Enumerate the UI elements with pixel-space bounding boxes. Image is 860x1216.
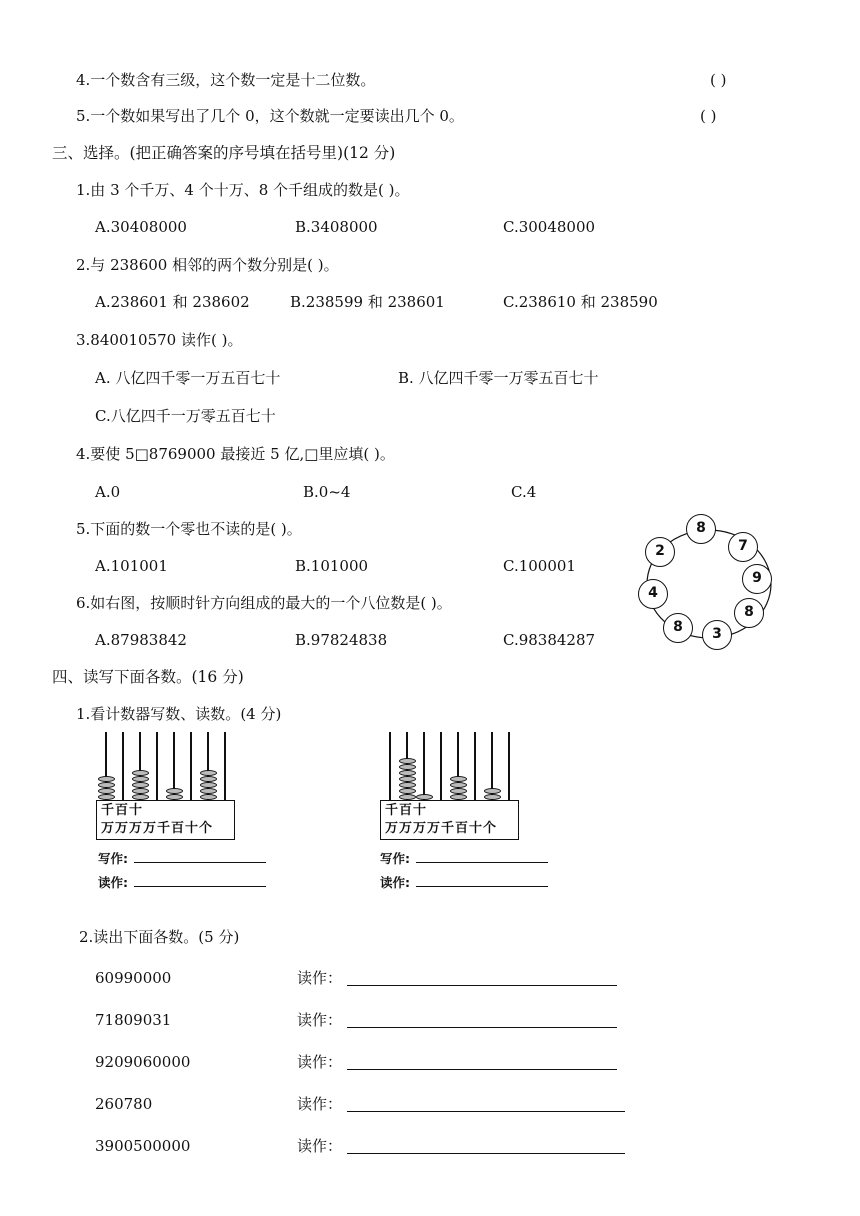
abacus-rod [156, 732, 158, 800]
choice-q5-option-a: A.101001 [95, 557, 168, 575]
circle-digit: 8 [686, 514, 716, 544]
choice-q2-stem: 2.与 238600 相邻的两个数分别是( )。 [76, 256, 339, 274]
abacus-bead [132, 770, 149, 776]
circle-digit: 4 [638, 579, 668, 609]
choice-q3-option-c: C.八亿四千一万零五百七十 [95, 407, 276, 425]
read-answer-blank[interactable] [347, 1111, 625, 1112]
choice-q3-option-a: A. 八亿四千零一万五百七十 [95, 369, 281, 387]
read-number: 3900500000 [95, 1137, 191, 1155]
abacus-bead [132, 776, 149, 782]
read-number: 260780 [95, 1095, 153, 1113]
abacus-bead [484, 794, 501, 800]
choice-q4-stem: 4.要使 5□8769000 最接近 5 亿,□里应填( )。 [76, 445, 395, 463]
abacus-2 [380, 732, 520, 842]
choice-q5-option-c: C.100001 [503, 557, 576, 575]
abacus-bead [98, 794, 115, 800]
read-as-label: 读作： [297, 1095, 343, 1113]
circle-digit: 8 [734, 598, 764, 628]
abacus-bead [399, 764, 416, 770]
abacus-bead [416, 794, 433, 800]
circle-digit: 3 [702, 620, 732, 650]
abacus-bead [399, 782, 416, 788]
choice-q2-option-b: B.238599 和 238601 [290, 293, 445, 311]
choice-q1-option-a: A.30408000 [95, 218, 187, 236]
read-number: 60990000 [95, 969, 172, 987]
choice-q5-stem: 5.下面的数一个零也不读的是( )。 [76, 520, 302, 538]
section-4-title: 四、读写下面各数。(16 分) [52, 668, 244, 686]
judge-q5-answer-paren[interactable]: ( ) [700, 107, 717, 125]
abacus-bead [399, 776, 416, 782]
abacus-rod [122, 732, 124, 800]
choice-q6-option-a: A.87983842 [95, 631, 187, 649]
read-answer-blank[interactable] [347, 1027, 617, 1028]
choice-q3-option-b: B. 八亿四千零一万零五百七十 [398, 369, 599, 387]
choice-q1-stem: 1.由 3 个千万、4 个十万、8 个千组成的数是( )。 [76, 181, 410, 199]
read-answer-blank[interactable] [347, 1069, 617, 1070]
abacus-place-label-bottom: 万万万万千百十个 [385, 821, 498, 836]
abacus-bead [484, 788, 501, 794]
circle-digit: 2 [645, 537, 675, 567]
abacus-bead [200, 782, 217, 788]
read-as-label: 读作： [297, 1137, 343, 1155]
circle-digit: 7 [728, 532, 758, 562]
abacus-1-read-blank[interactable] [134, 886, 266, 887]
read-as-label: 读作： [297, 969, 343, 987]
abacus-place-label-top: 千百十 [101, 803, 144, 818]
abacus-bead [200, 770, 217, 776]
digit-circle-diagram [630, 505, 790, 665]
choice-q4-option-b: B.0~4 [303, 483, 351, 501]
subsection-abacus-title: 1.看计数器写数、读数。(4 分) [76, 705, 282, 723]
abacus-1-write-blank[interactable] [134, 862, 266, 863]
abacus-2-write-blank[interactable] [416, 862, 548, 863]
abacus-2-read-blank[interactable] [416, 886, 548, 887]
choice-q2-option-a: A.238601 和 238602 [95, 293, 250, 311]
abacus-bead [98, 788, 115, 794]
read-number: 71809031 [95, 1011, 172, 1029]
section-3-title: 三、选择。(把正确答案的序号填在括号里)(12 分) [52, 144, 396, 162]
abacus-rod [508, 732, 510, 800]
abacus-place-label-bottom: 万万万万千百十个 [101, 821, 214, 836]
abacus-2-write-label: 写作: [380, 851, 410, 866]
choice-q1-option-b: B.3408000 [295, 218, 378, 236]
choice-q3-stem: 3.840010570 读作( )。 [76, 331, 243, 349]
abacus-bead [98, 782, 115, 788]
judge-q5: 5.一个数如果写出了几个 0，这个数就一定要读出几个 0。 [76, 107, 464, 125]
choice-q6-stem: 6.如右图，按顺时针方向组成的最大的一个八位数是( )。 [76, 594, 452, 612]
choice-q6-option-b: B.97824838 [295, 631, 388, 649]
choice-q1-option-c: C.30048000 [503, 218, 596, 236]
abacus-bead [132, 794, 149, 800]
abacus-bead [200, 788, 217, 794]
read-number: 9209060000 [95, 1053, 191, 1071]
abacus-bead [450, 788, 467, 794]
abacus-bead [200, 794, 217, 800]
abacus-bead [450, 794, 467, 800]
abacus-rod [423, 732, 425, 800]
abacus-rod [440, 732, 442, 800]
abacus-bead [399, 758, 416, 764]
choice-q4-option-c: C.4 [511, 483, 537, 501]
abacus-bead [399, 788, 416, 794]
abacus-rod [224, 732, 226, 800]
choice-q4-option-a: A.0 [95, 483, 121, 501]
abacus-2-read-label: 读作: [380, 875, 410, 890]
read-answer-blank[interactable] [347, 1153, 625, 1154]
read-answer-blank[interactable] [347, 985, 617, 986]
read-as-label: 读作： [297, 1053, 343, 1071]
abacus-bead [399, 770, 416, 776]
abacus-bead [450, 782, 467, 788]
abacus-1-read-label: 读作: [98, 875, 128, 890]
abacus-bead [450, 776, 467, 782]
abacus-1 [96, 732, 236, 842]
choice-q6-option-c: C.98384287 [503, 631, 596, 649]
abacus-1-write-label: 写作: [98, 851, 128, 866]
circle-digit: 8 [663, 613, 693, 643]
abacus-rod [389, 732, 391, 800]
abacus-bead [166, 794, 183, 800]
abacus-bead [132, 788, 149, 794]
abacus-place-label-top: 千百十 [385, 803, 428, 818]
abacus-rod [190, 732, 192, 800]
abacus-bead [132, 782, 149, 788]
abacus-bead [98, 776, 115, 782]
choice-q2-option-c: C.238610 和 238590 [503, 293, 658, 311]
choice-q5-option-b: B.101000 [295, 557, 369, 575]
circle-digit: 9 [742, 564, 772, 594]
abacus-bead [399, 794, 416, 800]
subsection-read-title: 2.读出下面各数。(5 分) [79, 928, 240, 946]
judge-q4-answer-paren[interactable]: ( ) [710, 71, 727, 89]
abacus-bead [200, 776, 217, 782]
abacus-bead [166, 788, 183, 794]
read-as-label: 读作： [297, 1011, 343, 1029]
judge-q4: 4.一个数含有三级，这个数一定是十二位数。 [76, 71, 376, 89]
abacus-rod [474, 732, 476, 800]
